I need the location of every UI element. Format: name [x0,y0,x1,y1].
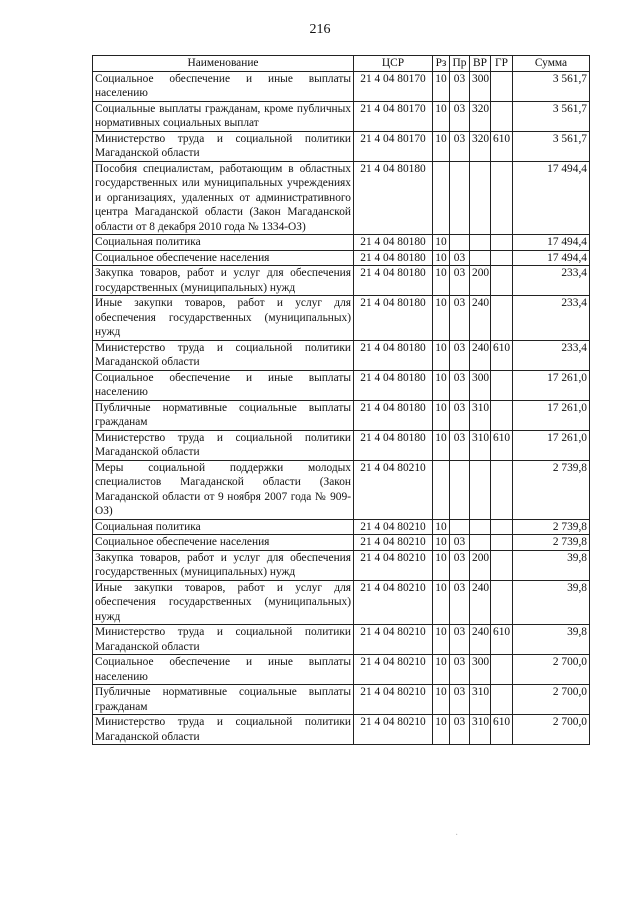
cell-vr: 310 [470,685,491,715]
table-row [93,519,590,535]
cell-rz: 10 [433,235,450,251]
cell-pr [450,460,470,519]
cell-pr: 03 [450,370,470,400]
cell-rz [433,161,450,235]
cell-rz: 10 [433,550,450,580]
cell-gr [491,370,513,400]
cell-csr: 21 4 04 80170 [354,131,433,161]
cell-rz: 10 [433,340,450,370]
cell-sum: 17 261,0 [513,400,590,430]
cell-gr: 610 [491,625,513,655]
table-row [93,131,590,161]
cell-sum: 2 739,8 [513,460,590,519]
cell-name: Социальная политика [93,235,354,251]
cell-vr [470,535,491,551]
cell-name: Иные закупки товаров, работ и услуг для обеспечения государственных (муниципальных) нужд [93,580,354,625]
cell-sum: 233,4 [513,266,590,296]
cell-csr: 21 4 04 80210 [354,550,433,580]
cell-sum: 39,8 [513,580,590,625]
cell-gr [491,580,513,625]
cell-name: Социальное обеспечение и иные выплаты населению [93,370,354,400]
cell-name: Закупка товаров, работ и услуг для обеспечения государственных (муниципальных) нужд [93,550,354,580]
cell-name: Пособия специалистам, работающим в областных государственных или муниципальных учреждениях и организациях, удаленных от административного центра Магаданской области (Закон Магаданской области от 8 декабря 2010 года № 1334-ОЗ) [93,161,354,235]
cell-gr [491,535,513,551]
scan-mark: · [455,830,459,841]
table-body [93,71,590,745]
cell-vr: 310 [470,430,491,460]
cell-gr: 610 [491,131,513,161]
cell-sum: 17 261,0 [513,430,590,460]
cell-csr: 21 4 04 80210 [354,460,433,519]
cell-sum: 2 739,8 [513,519,590,535]
cell-sum: 2 700,0 [513,685,590,715]
cell-rz: 10 [433,400,450,430]
cell-csr: 21 4 04 80210 [354,535,433,551]
cell-pr: 03 [450,685,470,715]
cell-sum: 17 494,4 [513,161,590,235]
cell-name: Социальное обеспечение населения [93,535,354,551]
cell-vr: 300 [470,370,491,400]
header-name: Наименование [93,56,354,72]
cell-csr: 21 4 04 80170 [354,101,433,131]
cell-sum: 2 700,0 [513,655,590,685]
cell-vr [470,250,491,266]
cell-sum: 39,8 [513,625,590,655]
cell-pr: 03 [450,250,470,266]
cell-gr [491,296,513,341]
cell-csr: 21 4 04 80180 [354,400,433,430]
header-sum: Сумма [513,56,590,72]
cell-csr: 21 4 04 80210 [354,685,433,715]
cell-rz: 10 [433,370,450,400]
cell-gr [491,266,513,296]
cell-vr [470,161,491,235]
table-row [93,400,590,430]
header-csr: ЦСР [354,56,433,72]
cell-vr: 310 [470,400,491,430]
cell-pr: 03 [450,715,470,745]
cell-name: Министерство труда и социальной политики Магаданской области [93,715,354,745]
cell-csr: 21 4 04 80180 [354,250,433,266]
cell-rz: 10 [433,625,450,655]
table-row [93,235,590,251]
cell-pr: 03 [450,550,470,580]
cell-csr: 21 4 04 80180 [354,430,433,460]
header-pr: Пр [450,56,470,72]
cell-name: Министерство труда и социальной политики Магаданской области [93,131,354,161]
cell-rz: 10 [433,580,450,625]
cell-csr: 21 4 04 80170 [354,71,433,101]
cell-gr [491,655,513,685]
cell-gr [491,101,513,131]
cell-pr: 03 [450,296,470,341]
cell-csr: 21 4 04 80210 [354,625,433,655]
cell-name: Публичные нормативные социальные выплаты гражданам [93,685,354,715]
cell-pr: 03 [450,535,470,551]
table-row [93,430,590,460]
cell-name: Министерство труда и социальной политики Магаданской области [93,430,354,460]
cell-pr: 03 [450,430,470,460]
cell-name: Публичные нормативные социальные выплаты гражданам [93,400,354,430]
cell-vr: 200 [470,550,491,580]
table-row [93,460,590,519]
cell-csr: 21 4 04 80180 [354,296,433,341]
table-row [93,161,590,235]
cell-sum: 17 494,4 [513,250,590,266]
table-row [93,101,590,131]
cell-gr [491,235,513,251]
header-rz: Рз [433,56,450,72]
cell-pr: 03 [450,101,470,131]
cell-pr: 03 [450,131,470,161]
table-row [93,266,590,296]
cell-vr: 310 [470,715,491,745]
table-row [93,370,590,400]
cell-rz: 10 [433,655,450,685]
cell-sum: 39,8 [513,550,590,580]
cell-name: Социальные выплаты гражданам, кроме публичных нормативных социальных выплат [93,101,354,131]
table-row [93,655,590,685]
cell-pr: 03 [450,580,470,625]
cell-csr: 21 4 04 80180 [354,161,433,235]
cell-pr [450,519,470,535]
cell-vr: 240 [470,580,491,625]
cell-pr: 03 [450,655,470,685]
cell-csr: 21 4 04 80210 [354,519,433,535]
cell-rz: 10 [433,535,450,551]
cell-vr: 240 [470,625,491,655]
cell-pr: 03 [450,400,470,430]
cell-rz: 10 [433,430,450,460]
cell-gr [491,250,513,266]
cell-csr: 21 4 04 80180 [354,340,433,370]
cell-gr [491,550,513,580]
budget-table [92,55,590,745]
cell-vr: 240 [470,340,491,370]
cell-gr [491,71,513,101]
cell-name: Закупка товаров, работ и услуг для обеспечения государственных (муниципальных) нужд [93,266,354,296]
cell-pr: 03 [450,340,470,370]
table-header-row [93,56,590,72]
cell-sum: 17 494,4 [513,235,590,251]
table-row [93,625,590,655]
cell-rz: 10 [433,131,450,161]
table-row [93,535,590,551]
cell-pr: 03 [450,266,470,296]
table-row [93,340,590,370]
cell-name: Иные закупки товаров, работ и услуг для обеспечения государственных (муниципальных) нужд [93,296,354,341]
cell-csr: 21 4 04 80180 [354,266,433,296]
cell-vr: 300 [470,71,491,101]
cell-vr: 320 [470,131,491,161]
cell-rz: 10 [433,250,450,266]
cell-vr: 320 [470,101,491,131]
cell-name: Министерство труда и социальной политики Магаданской области [93,625,354,655]
cell-vr: 240 [470,296,491,341]
table-row [93,580,590,625]
cell-name: Меры социальной поддержки молодых специалистов Магаданской области (Закон Магаданской области от 9 ноября 2007 года № 909-ОЗ) [93,460,354,519]
cell-sum: 2 739,8 [513,535,590,551]
page-number: 216 [309,22,331,37]
cell-pr [450,161,470,235]
cell-rz: 10 [433,685,450,715]
cell-sum: 233,4 [513,340,590,370]
cell-sum: 233,4 [513,296,590,341]
cell-rz: 10 [433,519,450,535]
header-gr: ГР [491,56,513,72]
cell-name: Социальная политика [93,519,354,535]
cell-vr: 200 [470,266,491,296]
cell-gr: 610 [491,340,513,370]
cell-rz: 10 [433,296,450,341]
cell-csr: 21 4 04 80210 [354,580,433,625]
cell-name: Социальное обеспечение населения [93,250,354,266]
header-vr: ВР [470,56,491,72]
cell-csr: 21 4 04 80180 [354,235,433,251]
cell-name: Министерство труда и социальной политики Магаданской области [93,340,354,370]
cell-sum: 3 561,7 [513,71,590,101]
cell-vr [470,235,491,251]
cell-gr [491,685,513,715]
cell-gr [491,161,513,235]
cell-gr [491,519,513,535]
cell-sum: 2 700,0 [513,715,590,745]
table-row [93,715,590,745]
cell-vr [470,460,491,519]
cell-rz: 10 [433,101,450,131]
cell-pr: 03 [450,71,470,101]
cell-sum: 3 561,7 [513,131,590,161]
cell-csr: 21 4 04 80210 [354,655,433,685]
cell-csr: 21 4 04 80180 [354,370,433,400]
cell-pr [450,235,470,251]
table-row [93,550,590,580]
cell-vr: 300 [470,655,491,685]
cell-csr: 21 4 04 80210 [354,715,433,745]
cell-name: Социальное обеспечение и иные выплаты населению [93,655,354,685]
cell-rz: 10 [433,71,450,101]
table-row [93,250,590,266]
cell-pr: 03 [450,625,470,655]
table-row [93,685,590,715]
table-row [93,71,590,101]
cell-sum: 3 561,7 [513,101,590,131]
cell-rz [433,460,450,519]
cell-gr [491,400,513,430]
cell-rz: 10 [433,715,450,745]
cell-gr: 610 [491,430,513,460]
table-row [93,296,590,341]
cell-gr: 610 [491,715,513,745]
cell-sum: 17 261,0 [513,370,590,400]
cell-vr [470,519,491,535]
cell-rz: 10 [433,266,450,296]
cell-gr [491,460,513,519]
cell-name: Социальное обеспечение и иные выплаты населению [93,71,354,101]
